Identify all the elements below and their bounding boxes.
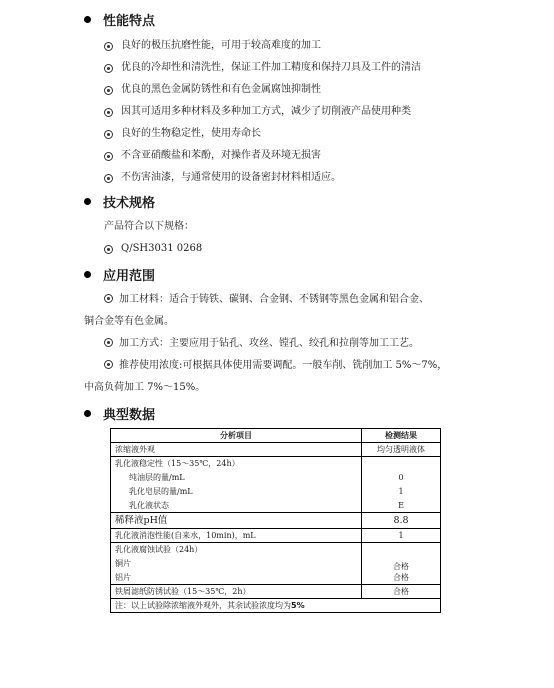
table-row: 浓缩液外观 均匀透明液体	[111, 442, 440, 456]
application-paragraph: 加工方式：主要应用于钻孔、攻丝、镗孔、绞孔和拉削等加工工艺。	[104, 337, 419, 351]
table-row: 乳化液腐蚀试验（24h） 铜片 铝片 合格 合格	[111, 542, 440, 584]
table-row: 铁屑滤纸防锈试验（15～35℃，2h） 合格	[111, 584, 440, 598]
bullet-dot-icon	[84, 16, 91, 23]
table-row: 乳化液消泡性能(自来水，10min)，mL 1	[111, 528, 440, 542]
circle-bullet-icon	[104, 294, 113, 303]
circle-bullet-icon	[104, 338, 113, 347]
feature-item: 不伤害油漆，与通常使用的设备密封材料相适应。	[104, 171, 341, 185]
application-paragraph: 推荐使用浓度:可根据具体使用需要调配。一般车削、铣削加工 5%～7%，	[104, 359, 447, 373]
circle-bullet-icon	[104, 245, 113, 254]
feature-item: 良好的极压抗磨性能，可用于较高难度的加工	[104, 39, 321, 53]
section-heading-data: 典型数据	[84, 403, 155, 423]
bullet-dot-icon	[84, 198, 91, 205]
circle-bullet-icon	[104, 130, 113, 139]
bullet-dot-icon	[84, 410, 91, 417]
table-header-row: 分析项目 检测结果	[111, 429, 440, 442]
application-paragraph-cont: 中高负荷加工 7%～15%。	[84, 382, 206, 393]
circle-bullet-icon	[104, 360, 113, 369]
circle-bullet-icon	[104, 174, 113, 183]
circle-bullet-icon	[104, 152, 113, 161]
feature-item: 不含亚硝酸盐和苯酚，对操作者及环境无损害	[104, 149, 321, 163]
section-heading-features: 性能特点	[84, 9, 155, 29]
bullet-dot-icon	[84, 271, 91, 278]
table-row: 稀释液pH值 8.8	[111, 512, 440, 528]
feature-item: 因其可适用多种材料及多种加工方式，减少了切削液产品使用种类	[104, 105, 411, 119]
spec-intro: 产品符合以下规格：	[104, 221, 194, 232]
table-note-row: 注：以上试验除浓缩液外观外，其余试验浓度均为5%	[111, 598, 440, 612]
feature-item: 优良的黑色金属防锈性和有色金属腐蚀抑制性	[104, 83, 321, 97]
circle-bullet-icon	[104, 64, 113, 73]
table-row: 乳化液稳定性（15～35℃，24h） 纯油层的量/mL 乳化皂层的量/mL 乳化液状态 0 1 E	[111, 456, 440, 512]
circle-bullet-icon	[104, 86, 113, 95]
typical-data-table	[110, 428, 441, 613]
feature-item: 良好的生物稳定性，使用寿命长	[104, 127, 261, 141]
spec-item: Q/SH3031 0268	[104, 242, 202, 256]
section-heading-spec: 技术规格	[84, 191, 155, 211]
feature-item: 优良的冷却性和清洗性，保证工件加工精度和保持刀具及工件的清洁	[104, 61, 421, 75]
circle-bullet-icon	[104, 108, 113, 117]
application-paragraph: 加工材料：适合于铸铁、碳钢、合金钢、不锈钢等黑色金属和铝合金、	[104, 293, 429, 307]
section-heading-application: 应用范围	[84, 264, 155, 284]
circle-bullet-icon	[104, 42, 113, 51]
application-paragraph-cont: 铜合金等有色金属。	[84, 316, 174, 327]
